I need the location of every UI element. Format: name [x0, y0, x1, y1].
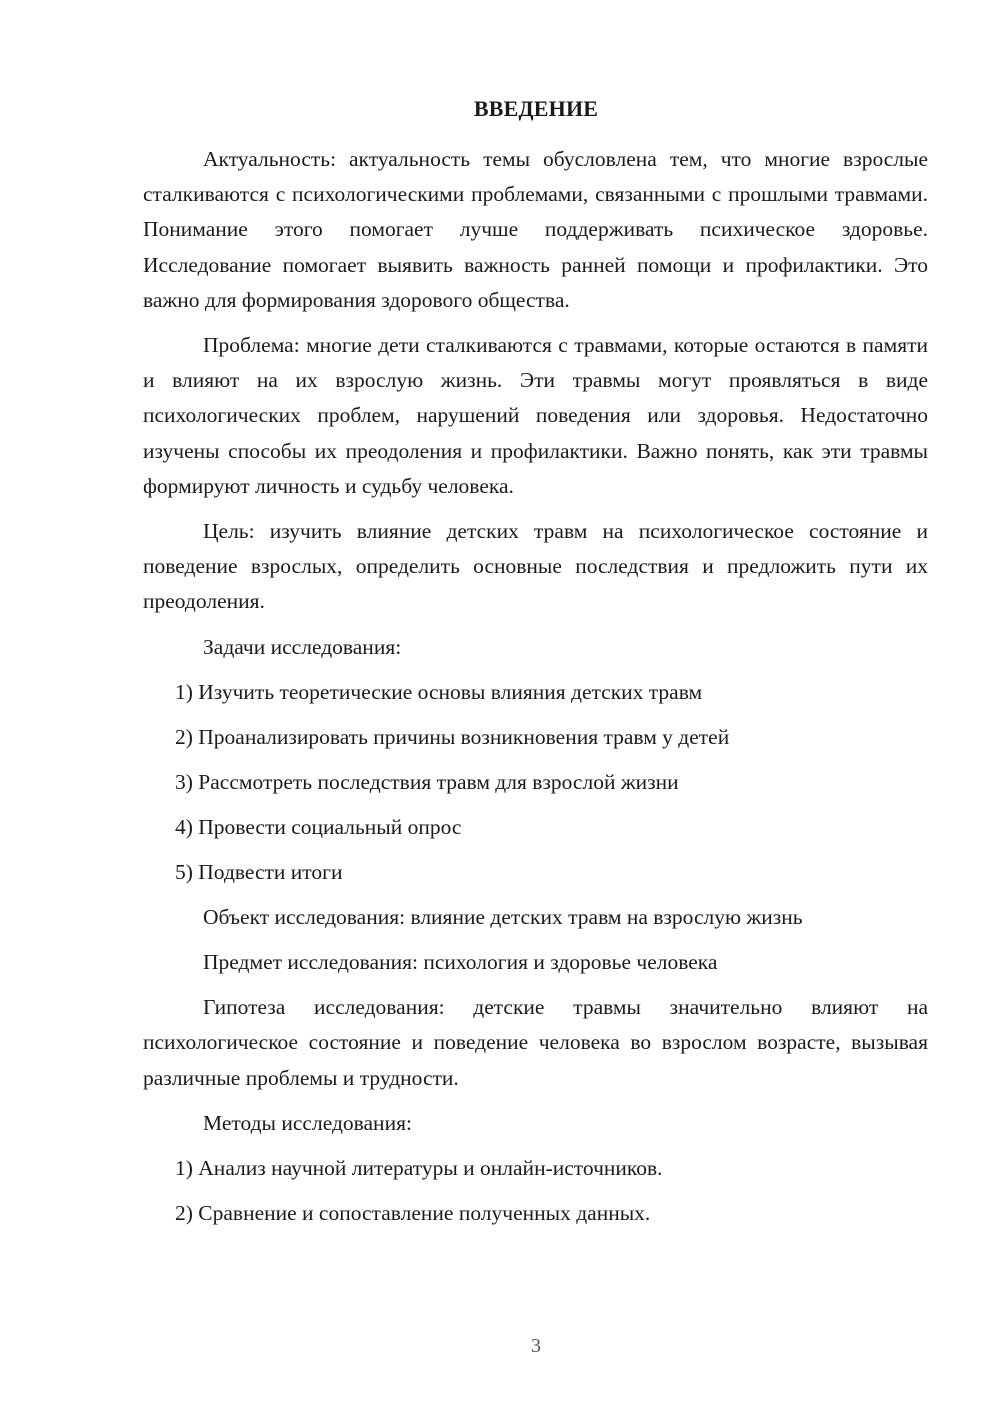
method-item: 2) Сравнение и сопоставление полученных данных. — [175, 1201, 651, 1226]
goal-paragraph: Цель: изучить влияние детских травм на психологическое состояние и поведение взрослых, определить основные последствия и предложить пути их преодоления. — [143, 519, 928, 614]
subject-paragraph: Предмет исследования: психология и здоровье человека — [203, 950, 718, 975]
task-item: 2) Проанализировать причины возникновения травм у детей — [175, 724, 730, 749]
object-paragraph: Объект исследования: влияние детских травм на взрослую жизнь — [203, 904, 803, 929]
page-number: 3 — [531, 1335, 541, 1357]
task-item: 4) Провести социальный опрос — [175, 814, 462, 839]
hypothesis-paragraph: Гипотеза исследования: детские травмы значительно влияют на психологическое состояние и поведение человека во взрослом возрасте, вызывая различные проблемы и трудности. — [143, 995, 928, 1090]
document-body — [143, 142, 928, 1231]
task-item: 5) Подвести итоги — [175, 859, 343, 884]
section-title: ВВЕДЕНИЕ — [473, 96, 599, 121]
methods-heading: Методы исследования: — [203, 1110, 412, 1135]
task-item: 1) Изучить теоретические основы влияния детских травм — [175, 679, 703, 704]
task-item: 3) Рассмотреть последствия травм для взрослой жизни — [175, 769, 679, 794]
tasks-heading: Задачи исследования: — [203, 634, 402, 659]
problem-paragraph: Проблема: многие дети сталкиваются с травмами, которые остаются в памяти и влияют на их взрослую жизнь. Эти травмы могут проявляться в виде психологических проблем, нарушений поведения или здоровья. Недостаточно изучены способы их преодоления и профилактики. Важно понять, как эти травмы формируют личность и судьбу человека. — [143, 333, 928, 498]
relevance-paragraph: Актуальность: актуальность темы обусловлена тем, что многие взрослые сталкиваются с психологическими проблемами, связанными с прошлыми травмами. Понимание этого помогает лучше поддерживать психическое здоровье. Исследование помогает выявить важность ранней помощи и профилактики. Это важно для формирования здорового общества. — [143, 147, 928, 312]
method-item: 1) Анализ научной литературы и онлайн-источников. — [175, 1156, 663, 1181]
